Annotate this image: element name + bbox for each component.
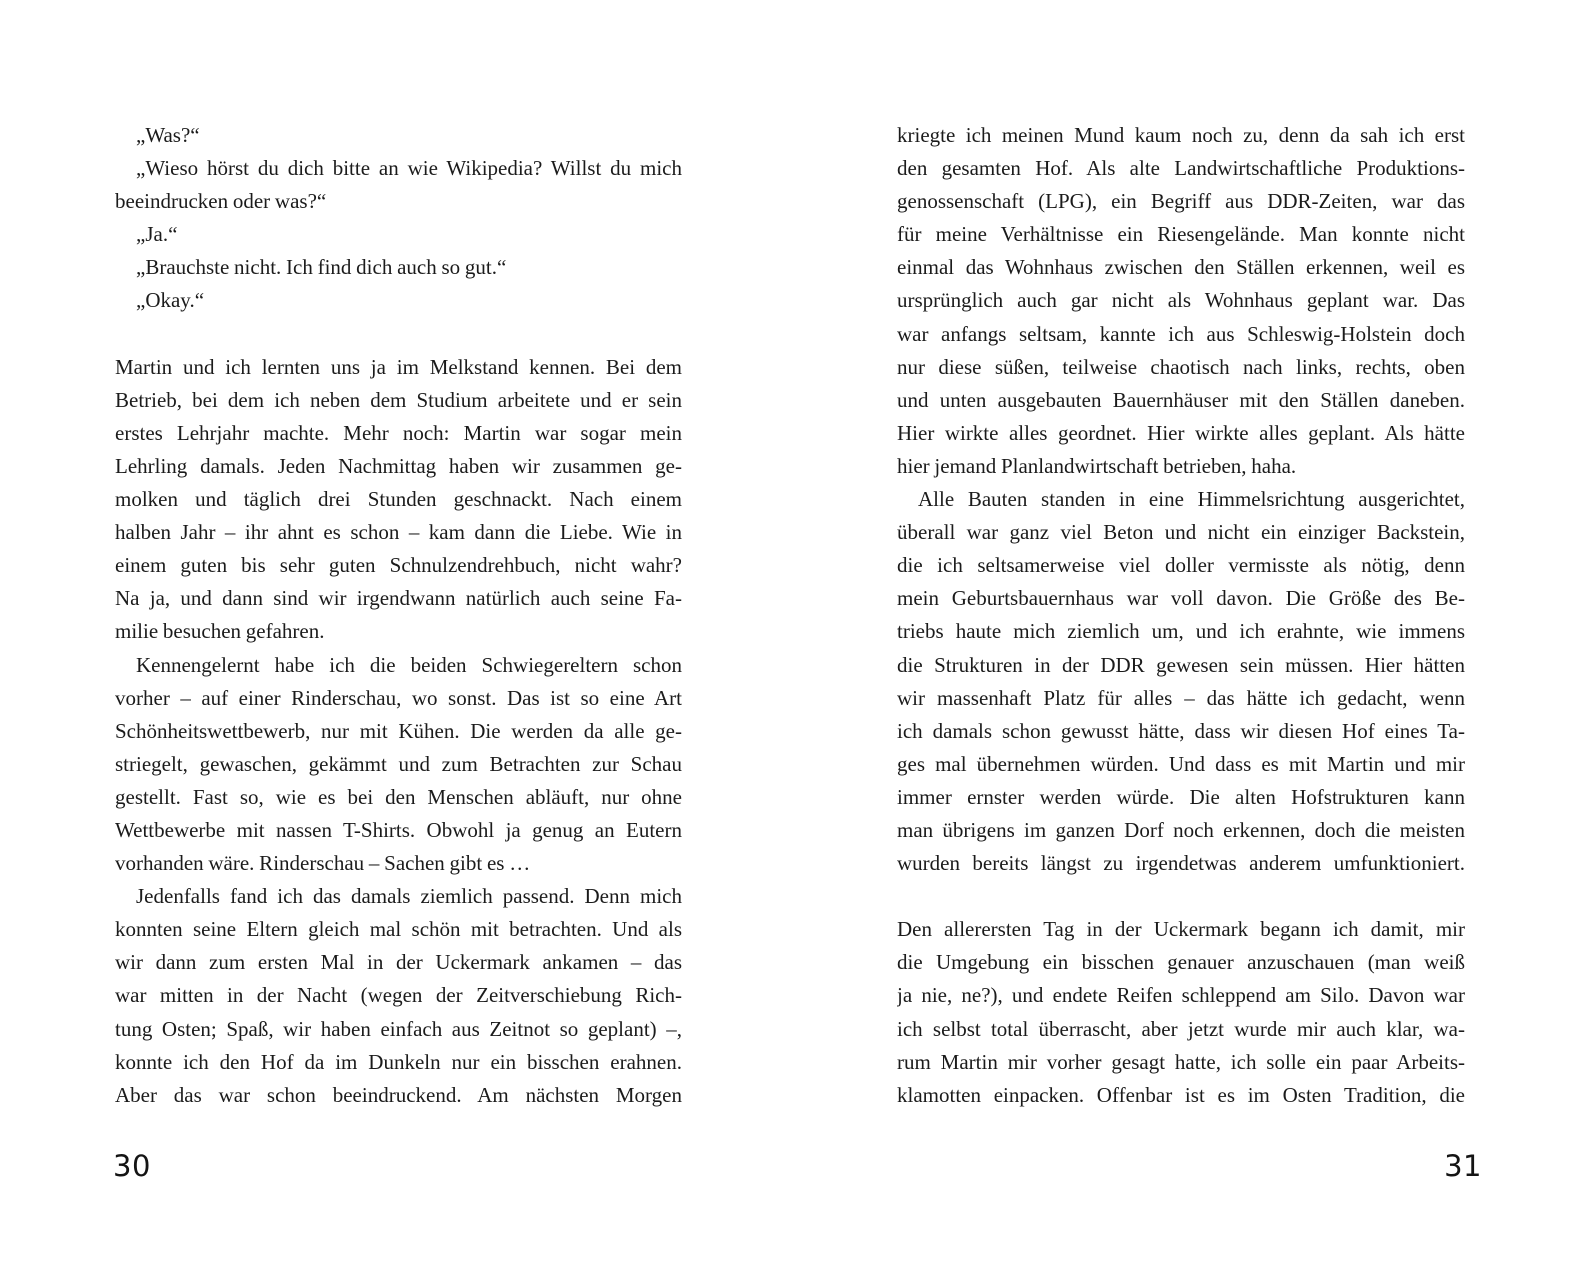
text-line: die ich seltsamerweise viel doller vermisste als nötig, denn bbox=[897, 553, 1465, 578]
text-line: „Wieso hörst du dich bitte an wie Wikipedia? Willst du mich bbox=[136, 156, 682, 181]
text-line: mein Geburtsbauernhaus war voll davon. Die Größe des Be- bbox=[897, 586, 1465, 611]
text-line: Den allerersten Tag in der Uckermark begann ich damit, mir bbox=[897, 917, 1465, 942]
text-line: wir dann zum ersten Mal in der Uckermark ankamen – das bbox=[115, 950, 682, 975]
text-line: kriegte ich meinen Mund kaum noch zu, denn da sah ich erst bbox=[897, 123, 1465, 147]
text-line: den gesamten Hof. Als alte Landwirtschaftliche Produktions- bbox=[897, 156, 1465, 181]
text-line: rum Martin mir vorher gesagt hatte, ich solle ein paar Arbeits- bbox=[897, 1049, 1465, 1074]
left-text-column bbox=[115, 119, 682, 1112]
page-right bbox=[797, 0, 1594, 1270]
text-line: „Okay.“ bbox=[136, 288, 205, 313]
text-line: „Brauchste nicht. Ich find dich auch so gut.“ bbox=[136, 255, 507, 280]
text-line: hier jemand Planlandwirtschaft betrieben, haha. bbox=[897, 453, 1297, 478]
text-line: einem guten bis sehr guten Schnulzendrehbuch, nicht wahr? bbox=[115, 553, 682, 578]
text-line: „Ja.“ bbox=[136, 222, 178, 247]
text-line: die Strukturen in der DDR gewesen sein müssen. Hier hätten bbox=[897, 652, 1465, 677]
text-line: immer ernster werden würde. Die alten Hofstrukturen kann bbox=[897, 784, 1465, 809]
text-line: ich selbst total überrascht, aber jetzt wurde mir auch klar, wa- bbox=[897, 1016, 1465, 1041]
page-number-left: 30 bbox=[113, 1149, 151, 1183]
text-line: man übrigens im ganzen Dorf noch erkennen, doch die meisten bbox=[897, 817, 1465, 842]
text-line: Martin und ich lernten uns ja im Melkstand kennen. Bei dem bbox=[115, 354, 682, 379]
right-text-column bbox=[897, 119, 1465, 1112]
text-line: für meine Verhältnisse ein Riesengelände. Man konnte nicht bbox=[897, 222, 1465, 247]
text-line: Aber das war schon beeindruckend. Am nächsten Morgen bbox=[115, 1082, 682, 1107]
text-line: Wettbewerbe mit nassen T-Shirts. Obwohl ja genug an Eutern bbox=[115, 817, 682, 842]
text-line: gestellt. Fast so, wie es bei den Menschen abläuft, nur ohne bbox=[115, 784, 682, 809]
text-line: Betrieb, bei dem ich neben dem Studium arbeitete und er sein bbox=[115, 387, 682, 412]
text-line: klamotten einpacken. Offenbar ist es im Osten Tradition, die bbox=[897, 1082, 1465, 1107]
text-line: ja nie, ne?), und endete Reifen schleppend am Silo. Davon war bbox=[897, 983, 1465, 1008]
text-line: konnten seine Eltern gleich mal schön mit betrachten. Und als bbox=[115, 917, 682, 942]
text-line: die Umgebung ein bisschen genauer anzuschauen (man weiß bbox=[897, 950, 1465, 975]
text-line: Jedenfalls fand ich das damals ziemlich passend. Denn mich bbox=[136, 884, 682, 909]
text-line: Na ja, und dann sind wir irgendwann natürlich auch seine Fa- bbox=[115, 586, 682, 611]
blank-line bbox=[897, 880, 1465, 913]
text-line: ges mal übernehmen würden. Und dass es mit Martin und mir bbox=[897, 751, 1465, 776]
text-line: Alle Bauten standen in eine Himmelsrichtung ausgerichtet, bbox=[918, 487, 1465, 512]
text-line: wurden bereits längst zu irgendetwas anderem umfunktioniert. bbox=[897, 851, 1465, 876]
text-line: molken und täglich drei Stunden geschnackt. Nach einem bbox=[115, 487, 682, 512]
text-line: tung Osten; Spaß, wir haben einfach aus Zeitnot so geplant) –, bbox=[115, 1016, 682, 1041]
text-line: überall war ganz viel Beton und nicht ein einziger Backstein, bbox=[897, 520, 1465, 545]
page-number-right: 31 bbox=[1444, 1149, 1482, 1183]
text-line: genossenschaft (LPG), ein Begriff aus DDR-Zeiten, war das bbox=[897, 189, 1465, 214]
text-line: einmal das Wohnhaus zwischen den Ställen erkennen, weil es bbox=[897, 255, 1465, 280]
text-line: vorhanden wäre. Rinderschau – Sachen gibt es … bbox=[115, 851, 531, 876]
text-line: ursprünglich auch gar nicht als Wohnhaus geplant war. Das bbox=[897, 288, 1465, 313]
text-line: Hier wirkte alles geordnet. Hier wirkte alles geplant. Als hätte bbox=[897, 420, 1465, 445]
text-line: nur diese süßen, teilweise chaotisch nach links, rechts, oben bbox=[897, 354, 1465, 379]
text-line: erstes Lehrjahr machte. Mehr noch: Martin war sogar mein bbox=[115, 420, 682, 445]
text-line: vorher – auf einer Rinderschau, wo sonst. Das ist so eine Art bbox=[115, 685, 682, 710]
text-line: Kennengelernt habe ich die beiden Schwiegereltern schon bbox=[136, 652, 682, 677]
text-line: war mitten in der Nacht (wegen der Zeitverschiebung Rich- bbox=[115, 983, 682, 1008]
text-line: „Was?“ bbox=[136, 123, 200, 147]
text-line: konnte ich den Hof da im Dunkeln nur ein bisschen erahnen. bbox=[115, 1049, 682, 1074]
text-line: milie besuchen gefahren. bbox=[115, 619, 325, 644]
text-line: ich damals schon gewusst hätte, dass wir diesen Hof eines Ta- bbox=[897, 718, 1465, 743]
text-line: halben Jahr – ihr ahnt es schon – kam dann die Liebe. Wie in bbox=[115, 520, 682, 545]
text-line: war anfangs seltsam, kannte ich aus Schleswig-Holstein doch bbox=[897, 321, 1465, 346]
text-line: Schönheitswettbewerb, nur mit Kühen. Die werden da alle ge- bbox=[115, 718, 682, 743]
text-line: Lehrling damals. Jeden Nachmittag haben wir zusammen ge- bbox=[115, 453, 682, 478]
text-line: wir massenhaft Platz für alles – das hätte ich gedacht, wenn bbox=[897, 685, 1465, 710]
text-line: beeindrucken oder was?“ bbox=[115, 189, 327, 214]
text-line: triebs haute mich ziemlich um, und ich erahnte, wie immens bbox=[897, 619, 1465, 644]
text-line: und unten ausgebauten Bauernhäuser mit den Ställen daneben. bbox=[897, 387, 1465, 412]
blank-line bbox=[115, 318, 682, 351]
text-line: striegelt, gewaschen, gekämmt und zum Betrachten zur Schau bbox=[115, 751, 682, 776]
